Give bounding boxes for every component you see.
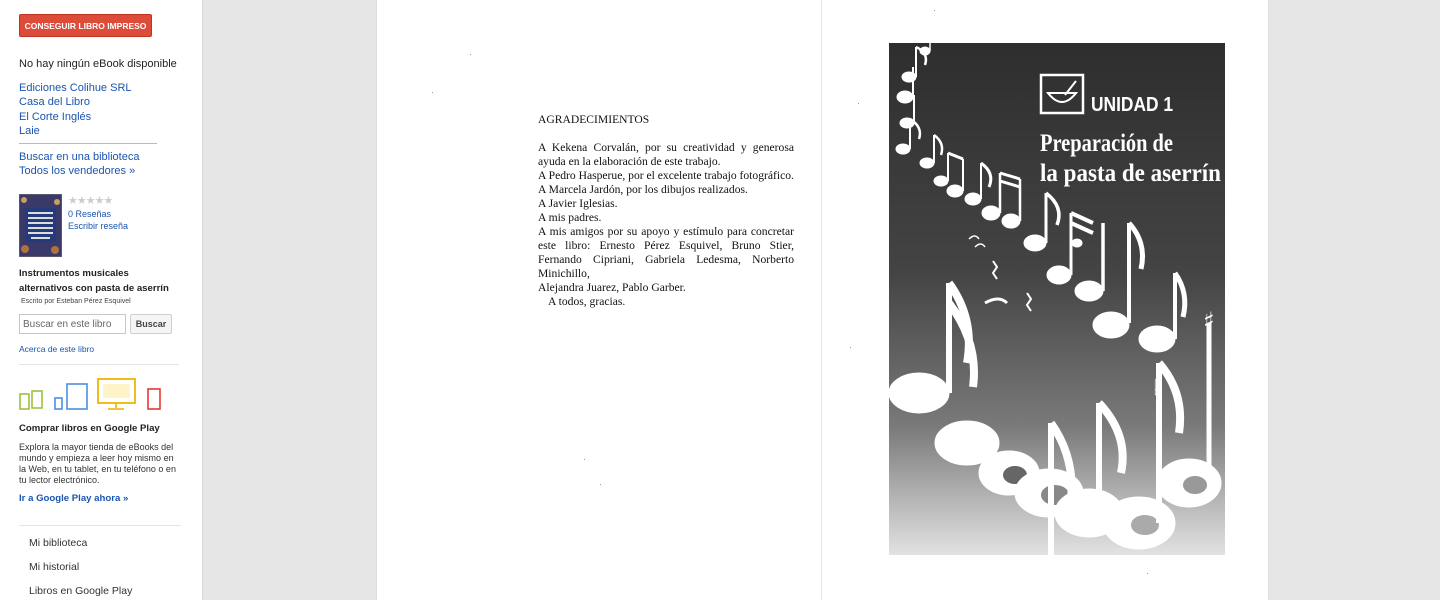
devices-icon: [19, 378, 165, 412]
search-in-book-input[interactable]: [19, 314, 126, 334]
book-title: Instrumentos musicales alternativos con pasta de aserrín: [19, 268, 169, 294]
google-play-heading: Comprar libros en Google Play: [19, 423, 160, 434]
unit-title-line1: Preparación de: [1040, 130, 1173, 157]
find-in-library-link[interactable]: Buscar en una biblioteca: [19, 151, 140, 163]
google-play-link[interactable]: Ir a Google Play ahora »: [19, 493, 129, 504]
unit-title-line2: la pasta de aserrín: [1040, 160, 1222, 187]
search-button[interactable]: Buscar: [130, 314, 172, 334]
rating-stars[interactable]: ★★★★★: [68, 195, 113, 207]
book-cover-thumbnail[interactable]: [19, 194, 62, 257]
seller-link-laie[interactable]: Laie: [19, 125, 40, 137]
divider: [19, 143, 157, 144]
unit-cover-illustration: [889, 43, 1225, 555]
nav-books-google-play[interactable]: Libros en Google Play: [29, 585, 133, 597]
divider: [19, 364, 179, 365]
nav-my-history[interactable]: Mi historial: [29, 561, 80, 573]
flat-symbol-icon: ♭: [1153, 376, 1164, 401]
seller-link-colihue[interactable]: Ediciones Colihue SRL: [19, 82, 132, 94]
unit-label: UNIDAD 1: [1091, 94, 1173, 116]
write-review-link[interactable]: Escribir reseña: [68, 221, 129, 231]
paragraph: A Kekena Corvalán, por su creatividad y generosa ayuda en la elaboración de este trabajo.: [538, 141, 794, 168]
paragraph: Alejandra Juarez, Pablo Garber.: [538, 281, 686, 294]
book-author: Escrito por Esteban Pérez Esquivel: [21, 298, 131, 305]
all-sellers-link[interactable]: Todos los vendedores »: [19, 165, 136, 177]
no-ebook-text: No hay ningún eBook disponible: [19, 58, 177, 70]
seller-link-casa-del-libro[interactable]: Casa del Libro: [19, 96, 90, 108]
divider: [19, 525, 181, 526]
acknowledgements-text: [538, 113, 794, 309]
nav-my-library[interactable]: Mi biblioteca: [29, 537, 88, 549]
buy-print-book-button[interactable]: CONSEGUIR LIBRO IMPRESO: [19, 14, 152, 37]
about-book-link[interactable]: Acerca de este libro: [19, 344, 95, 354]
sidebar: [0, 0, 203, 600]
acknowledgements-title: AGRADECIMIENTOS: [538, 113, 650, 126]
google-play-description: Explora la mayor tienda de eBooks del mundo y empieza a leer hoy mismo en la Web, en tu tablet, en tu teléfono o en tu lector electrónico.: [19, 442, 176, 485]
paragraph: A mis padres.: [538, 211, 602, 224]
paragraph: A Marcela Jardón, por los dibujos realizados.: [538, 183, 748, 196]
paragraph: A Javier Iglesias.: [538, 197, 618, 210]
seller-link-corte-ingles[interactable]: El Corte Inglés: [19, 111, 92, 123]
paragraph: A Pedro Hasperue, por el excelente trabajo fotográfico.: [538, 169, 794, 182]
sharp-symbol-icon: ♯: [1203, 307, 1215, 335]
paragraph: A todos, gracias.: [548, 295, 626, 308]
paragraph: A mis amigos por su apoyo y estímulo para concretar este libro: Ernesto Pérez Esquivel, Bruno Stier, Fernando Cipriani, Gabriela Ledesma, Norberto Minichillo,: [538, 225, 794, 280]
reviews-link[interactable]: 0 Reseñas: [68, 209, 112, 219]
